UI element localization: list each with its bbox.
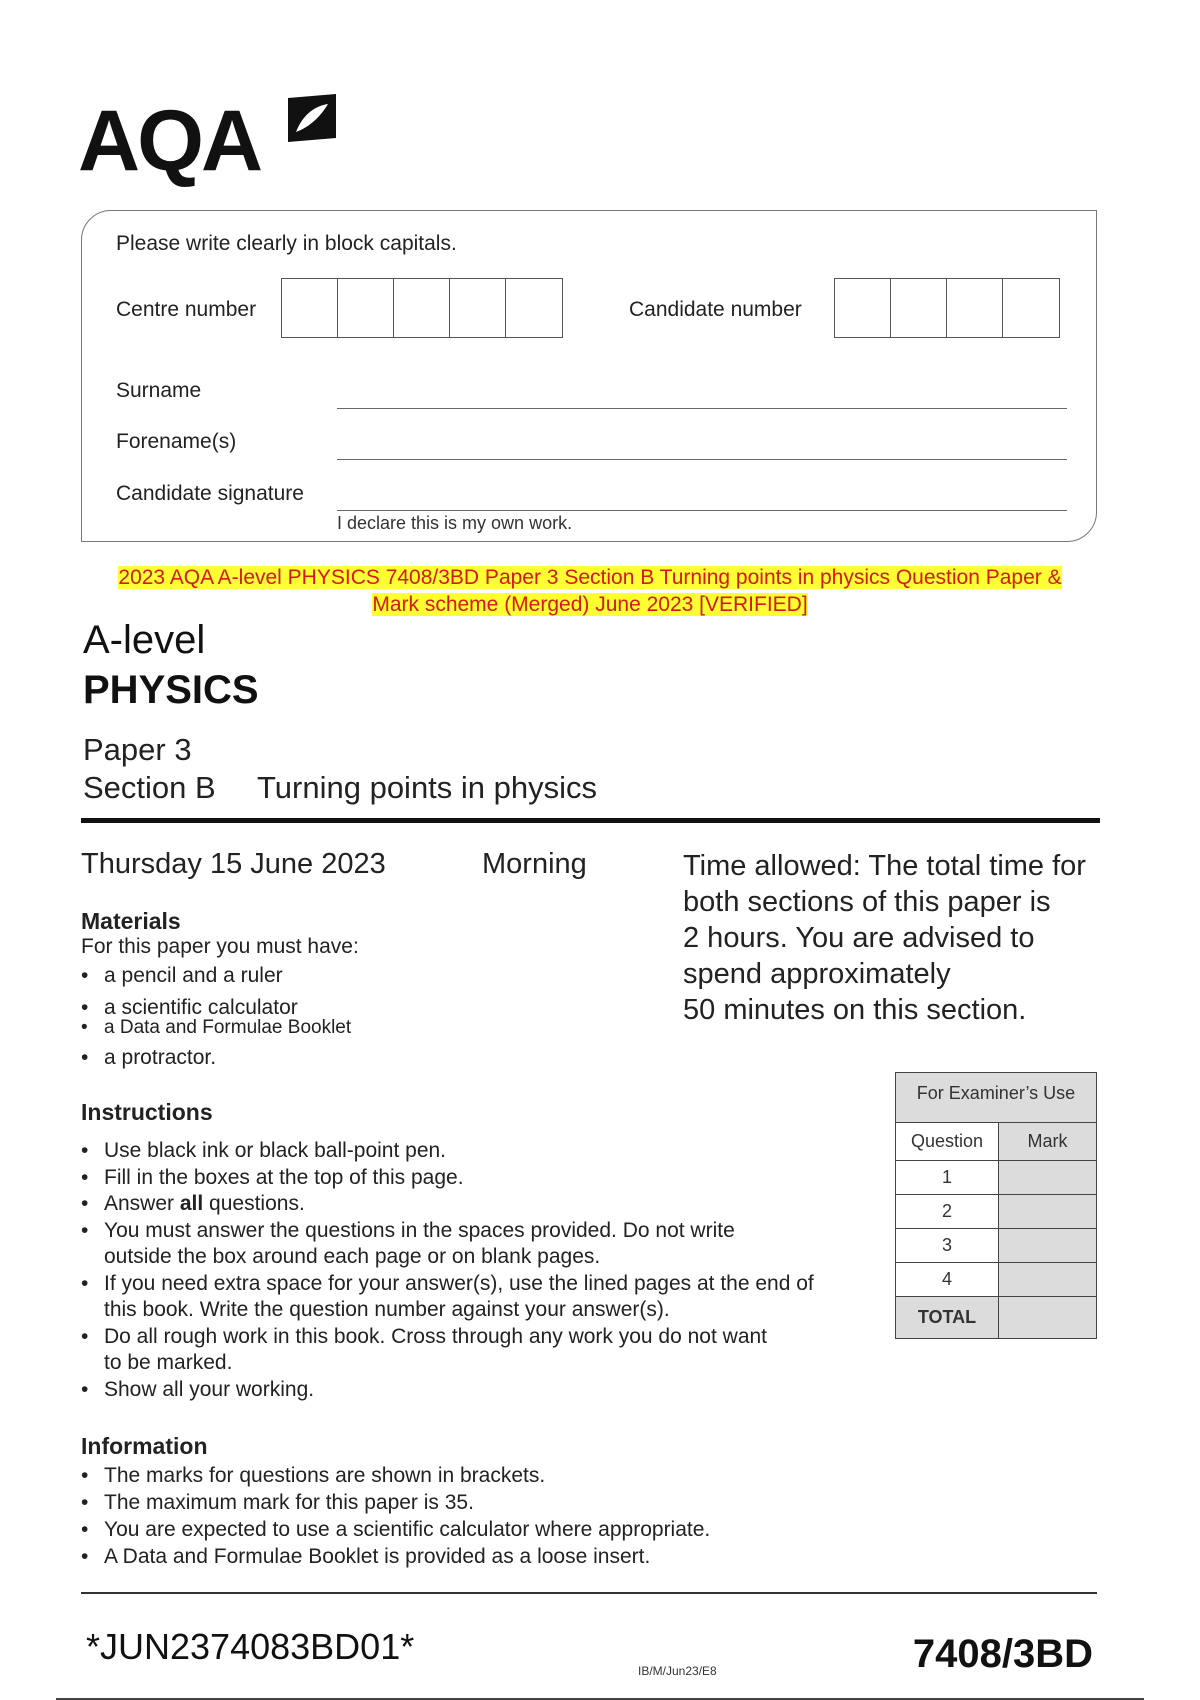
list-item: • a scientific calculator [81,998,351,1018]
digit-box[interactable] [891,279,947,337]
list-item: • a Data and Formulae Booklet [81,1018,351,1038]
banner-line-1: 2023 AQA A-level PHYSICS 7408/3BD Paper 3 Section B Turning points in physics Question Paper & [118,566,1062,589]
instructions-heading: Instructions [81,1099,213,1125]
list-item-line: • You must answer the questions in the spaces provided. Do not write [104,1218,735,1242]
list-item: • Fill in the boxes at the top of this page. [81,1165,814,1192]
section-label: Section B [83,770,216,805]
surname-label: Surname [116,379,202,402]
document-title-banner [84,564,1096,618]
aqa-logo [78,88,348,188]
candidate-number-label: Candidate number [629,298,802,321]
logo-text: AQA [78,93,261,189]
mark-cell[interactable] [999,1195,1097,1229]
digit-box[interactable] [338,279,394,337]
time-line: 50 minutes on this section. [683,994,1027,1026]
answer-text-end: questions. [203,1192,305,1215]
mark-column-header: Mark [999,1123,1097,1161]
materials-intro: For this paper you must have: [81,935,359,958]
list-item [81,1271,814,1324]
logo-leaf-icon [284,92,340,148]
candidate-number-boxes[interactable] [834,278,1060,338]
exam-session: Morning [482,848,587,880]
question-column-header: Question [896,1123,999,1161]
instructions-list [81,1138,814,1403]
forenames-label: Forename(s) [116,430,237,453]
question-number: 2 [896,1195,999,1229]
list-item: • A Data and Formulae Booklet is provided as a loose insert. [81,1543,710,1570]
list-item-line: to be marked. [104,1351,233,1374]
banner-line-2: Mark scheme (Merged) June 2023 [VERIFIED] [372,593,808,616]
surname-field[interactable] [337,408,1067,409]
information-heading: Information [81,1433,208,1459]
question-number: 4 [896,1263,999,1297]
digit-box[interactable] [947,279,1003,337]
question-number: 1 [896,1161,999,1195]
section-topic: Turning points in physics [257,770,598,805]
time-allowed [683,848,1103,1028]
block-capitals-instruction: Please write clearly in block capitals. [116,232,457,255]
examiner-use-table [895,1072,1097,1339]
digit-box[interactable] [282,279,338,337]
qualification-level: A-level [83,618,206,662]
list-item: • Use black ink or black ball-point pen. [81,1138,814,1165]
time-line: both sections of this paper is [683,886,1051,918]
exam-date: Thursday 15 June 2023 [81,848,386,880]
forenames-field[interactable] [337,459,1067,460]
list-item [81,1218,814,1271]
list-item: • You are expected to use a scientific calculator where appropriate. [81,1516,710,1543]
answer-text: Answer [104,1192,180,1215]
mark-cell[interactable] [999,1263,1097,1297]
time-line: spend approximately [683,958,951,990]
list-item-line: • Do all rough work in this book. Cross through any work you do not want [104,1324,768,1348]
header-divider [81,818,1100,823]
signature-field[interactable] [337,510,1067,511]
list-item [81,1191,814,1218]
digit-box[interactable] [1003,279,1059,337]
answer-emphasis: all [179,1192,204,1215]
examiner-table-title: For Examiner’s Use [895,1072,1097,1122]
mark-cell[interactable] [999,1229,1097,1263]
total-mark-cell[interactable] [999,1297,1097,1339]
subject-title: PHYSICS [83,668,259,712]
question-number: 3 [896,1229,999,1263]
list-item: • a pencil and a ruler [81,964,351,988]
footer-divider [81,1592,1097,1594]
digit-box[interactable] [450,279,506,337]
materials-list [81,964,351,1070]
document-reference-code: IB/M/Jun23/E8 [638,1664,717,1678]
list-item [81,1324,814,1377]
declaration-text: I declare this is my own work. [337,513,573,533]
materials-heading: Materials [81,908,181,934]
digit-box[interactable] [394,279,450,337]
total-label: TOTAL [896,1297,999,1339]
signature-label: Candidate signature [116,482,304,505]
mark-cell[interactable] [999,1161,1097,1195]
list-item-line: this book. Write the question number against your answer(s). [104,1298,670,1321]
list-item-line: outside the box around each page or on blank pages. [104,1245,601,1268]
list-item: • The maximum mark for this paper is 35. [81,1489,710,1516]
paper-code: 7408/3BD [912,1632,1093,1676]
time-line: 2 hours. You are advised to [683,922,1035,954]
list-item: • a protractor. [81,1046,351,1070]
digit-box[interactable] [835,279,891,337]
list-item: • The marks for questions are shown in brackets. [81,1462,710,1489]
time-line: Time allowed: The total time for [683,850,1086,882]
digit-box[interactable] [506,279,562,337]
barcode-text: *JUN2374083BD01* [86,1626,415,1667]
list-item-line: • If you need extra space for your answer(s), use the lined pages at the end of [104,1271,814,1295]
information-list [81,1462,710,1570]
list-item: • Show all your working. [81,1377,814,1404]
centre-number-label: Centre number [116,298,257,321]
centre-number-boxes[interactable] [281,278,563,338]
paper-number: Paper 3 [83,732,192,767]
